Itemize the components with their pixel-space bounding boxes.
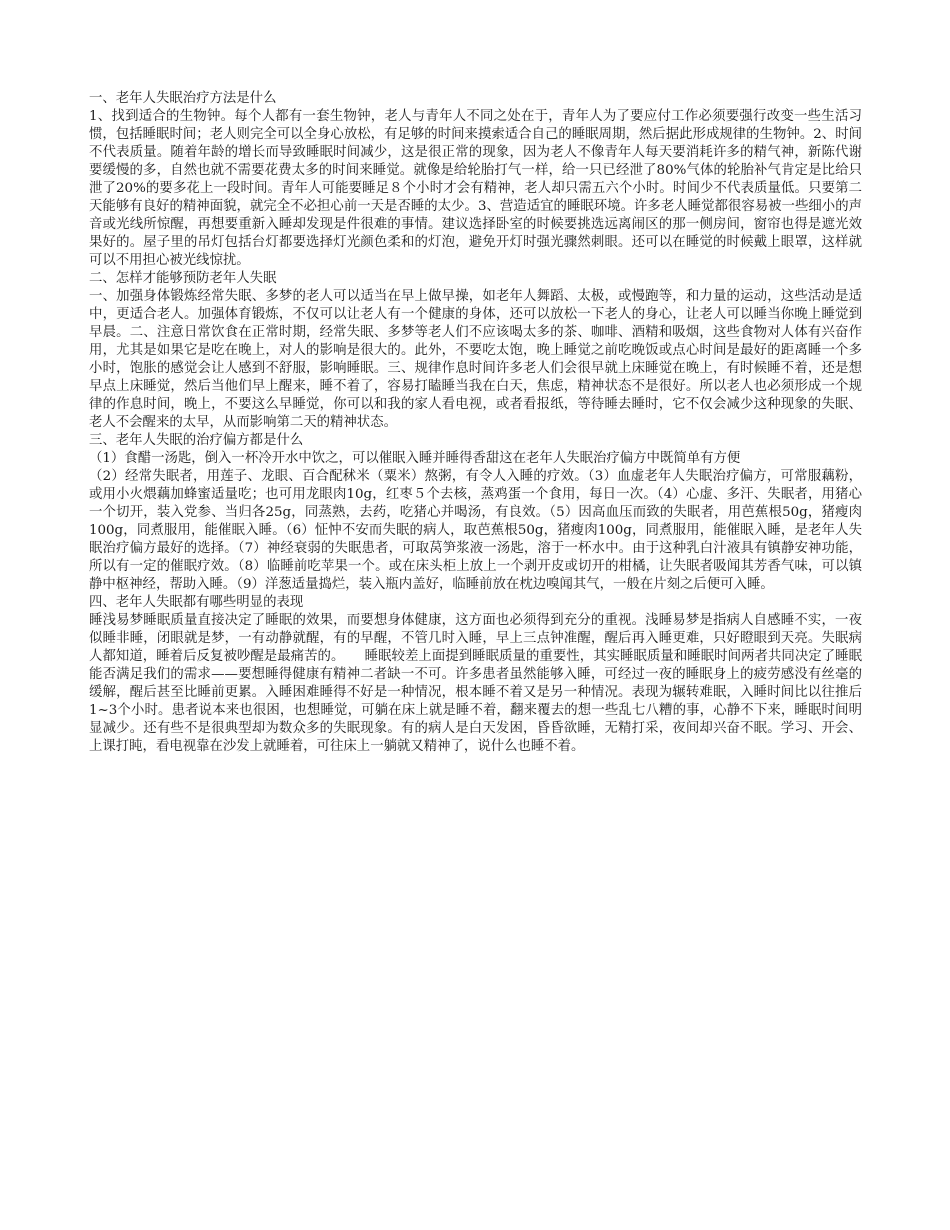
section-prevention — [89, 270, 862, 432]
section-paragraph: （1）食醋一汤匙，倒入一杯冷开水中饮之，可以催眠入睡并睡得香甜这在老年人失眠治疗偏方中既简单有方便 — [89, 451, 741, 466]
section-paragraph: 睡浅易梦睡眠质量直接决定了睡眠的效果，而要想身体健康，这方面也必须得到充分的重视。浅睡易梦是指病人自感睡不实，一夜似睡非睡，闭眼就是梦，一有动静就醒，有的早醒，不管几时入睡，早上三点钟准醒，醒后再入睡更难，只好瞪眼到天亮。失眠病人都知道，睡着后反复被吵醒是最痛苦的。 睡眠较差上面提到睡眠质量的重要性，其实睡眠质量和睡眠时间两者共同决定了睡眠能否满足我们的需求——要想睡得健康有精神二者缺一不可。许多患者虽然能够入睡，可经过一夜的睡眠身上的疲劳感没有丝毫的缓解，醒后甚至比睡前更累。入睡困难睡得不好是一种情况，根本睡不着又是另一种情况。表现为辗转难眠，入睡时间比以往推后1~3个小时。患者说本来也很困，也想睡觉，可躺在床上就是睡不着，翻来覆去的想一些乱七八糟的事，心静不下来，睡眠时间明显减少。还有些不是很典型却为数众多的失眠现象。有的病人是白天发困，昏昏欲睡，无精打采，夜间却兴奋不眠。学习、开会、上课打盹，看电视靠在沙发上就睡着，可往床上一躺就又精神了，说什么也睡不着。 — [89, 613, 862, 754]
section-title: 四、老年人失眠都有哪些明显的表现 — [89, 595, 304, 610]
section-title: 三、老年人失眠的治疗偏方都是什么 — [89, 433, 304, 448]
document-body — [89, 90, 862, 756]
section-paragraph: （2）经常失眠者，用莲子、龙眼、百合配秫米（粟米）熬粥，有令人入睡的疗效。（3）血虚老年人失眠治疗偏方，可常服藕粉，或用小火煨藕加蜂蜜适量吃；也可用龙眼肉10g，红枣５个去核，蒸鸡蛋一个食用，每日一次。（4）心虚、多汗、失眠者，用猪心一个切开，装入党参、当归各25g，同蒸熟，去药，吃猪心并喝汤，有良效。（5）因高血压而致的失眠者，用芭蕉根50g，猪瘦肉100g，同煮服用，能催眠入睡。（6）怔忡不安而失眠的病人，取芭蕉根50g，猪瘦肉100g，同煮服用，能催眠入睡，是老年人失眠治疗偏方最好的选择。（7）神经衰弱的失眠患者，可取莴笋浆液一汤匙，溶于一杯水中。由于这种乳白汁液具有镇静安神功能，所以有一定的催眠疗效。（8）临睡前吃苹果一个。或在床头柜上放上一个剥开皮或切开的柑橘，让失眠者吸闻其芳香气味，可以镇静中枢神经，帮助入睡。（9）洋葱适量捣烂，装入瓶内盖好，临睡前放在枕边嗅闻其气，一般在片刻之后便可入睡。 — [89, 469, 862, 592]
section-paragraph: 一、加强身体锻炼经常失眠、多梦的老人可以适当在早上做早操，如老年人舞蹈、太极，或慢跑等，和力量的运动，这些活动是适中，更适合老人。加强体育锻炼，不仅可以让老人有一个健康的身体，还可以放松一下老人的身心，让老人可以睡当你晚上睡觉到早晨。二、注意日常饮食在正常时期，经常失眠、多梦等老人们不应该喝太多的茶、咖啡、酒精和吸烟，这些食物对人体有兴奋作用，尤其是如果它是吃在晚上，对人的影响是很大的。此外，不要吃太饱，晚上睡觉之前吃晚饭或点心时间是最好的距离睡一个多小时，饱胀的感觉会让人感到不舒服，影响睡眠。三、规律作息时间许多老人们会很早就上床睡觉在晚上，有时候睡不着，还是想早点上床睡觉，然后当他们早上醒来，睡不着了，容易打瞌睡当我在白天，焦虑，精神状态不是很好。所以老人也必须形成一个规律的作息时间，晚上，不要这么早睡觉，你可以和我的家人看电视，或者看报纸，等待睡去睡时，它不仅会减少这种现象的失眠、老人不会醒来的太早，从而影响第二天的精神状态。 — [89, 289, 862, 430]
section-title: 二、怎样才能够预防老年人失眠 — [89, 271, 277, 286]
section-folk-remedies — [89, 432, 862, 594]
section-treatment-methods — [89, 90, 862, 270]
section-title: 一、老年人失眠治疗方法是什么 — [89, 91, 277, 106]
section-paragraph: 1、找到适合的生物钟。每个人都有一套生物钟，老人与青年人不同之处在于，青年人为了要应付工作必须要强行改变一些生活习惯，包括睡眠时间；老人则完全可以全身心放松，有足够的时间来摸索适合自己的睡眠周期，然后据此形成规律的生物钟。2、时间不代表质量。随着年龄的增长而导致睡眠时间减少，这是很正常的现象，因为老人不像青年人每天要消耗许多的精气神，新陈代谢要缓慢的多，自然也就不需要花费太多的时间来睡觉。就像是给轮胎打气一样，给一只已经泄了80%气体的轮胎补气肯定是比给只泄了20%的要多花上一段时间。青年人可能要睡足８个小时才会有精神，老人却只需五六个小时。时间少不代表质量低。只要第二天能够有良好的精神面貌，就完全不必担心前一天是否睡的太少。3、营造适宜的睡眠环境。许多老人睡觉都很容易被一些细小的声音或光线所惊醒，再想要重新入睡却发现是件很难的事情。建议选择卧室的时候要挑选远离闹区的那一侧房间，窗帘也得是遮光效果好的。屋子里的吊灯包括台灯都要选择灯光颜色柔和的灯泡，避免开灯时强光骤然刺眼。还可以在睡觉的时候戴上眼罩，这样就可以不用担心被光线惊扰。 — [89, 109, 862, 268]
section-symptoms — [89, 594, 862, 756]
